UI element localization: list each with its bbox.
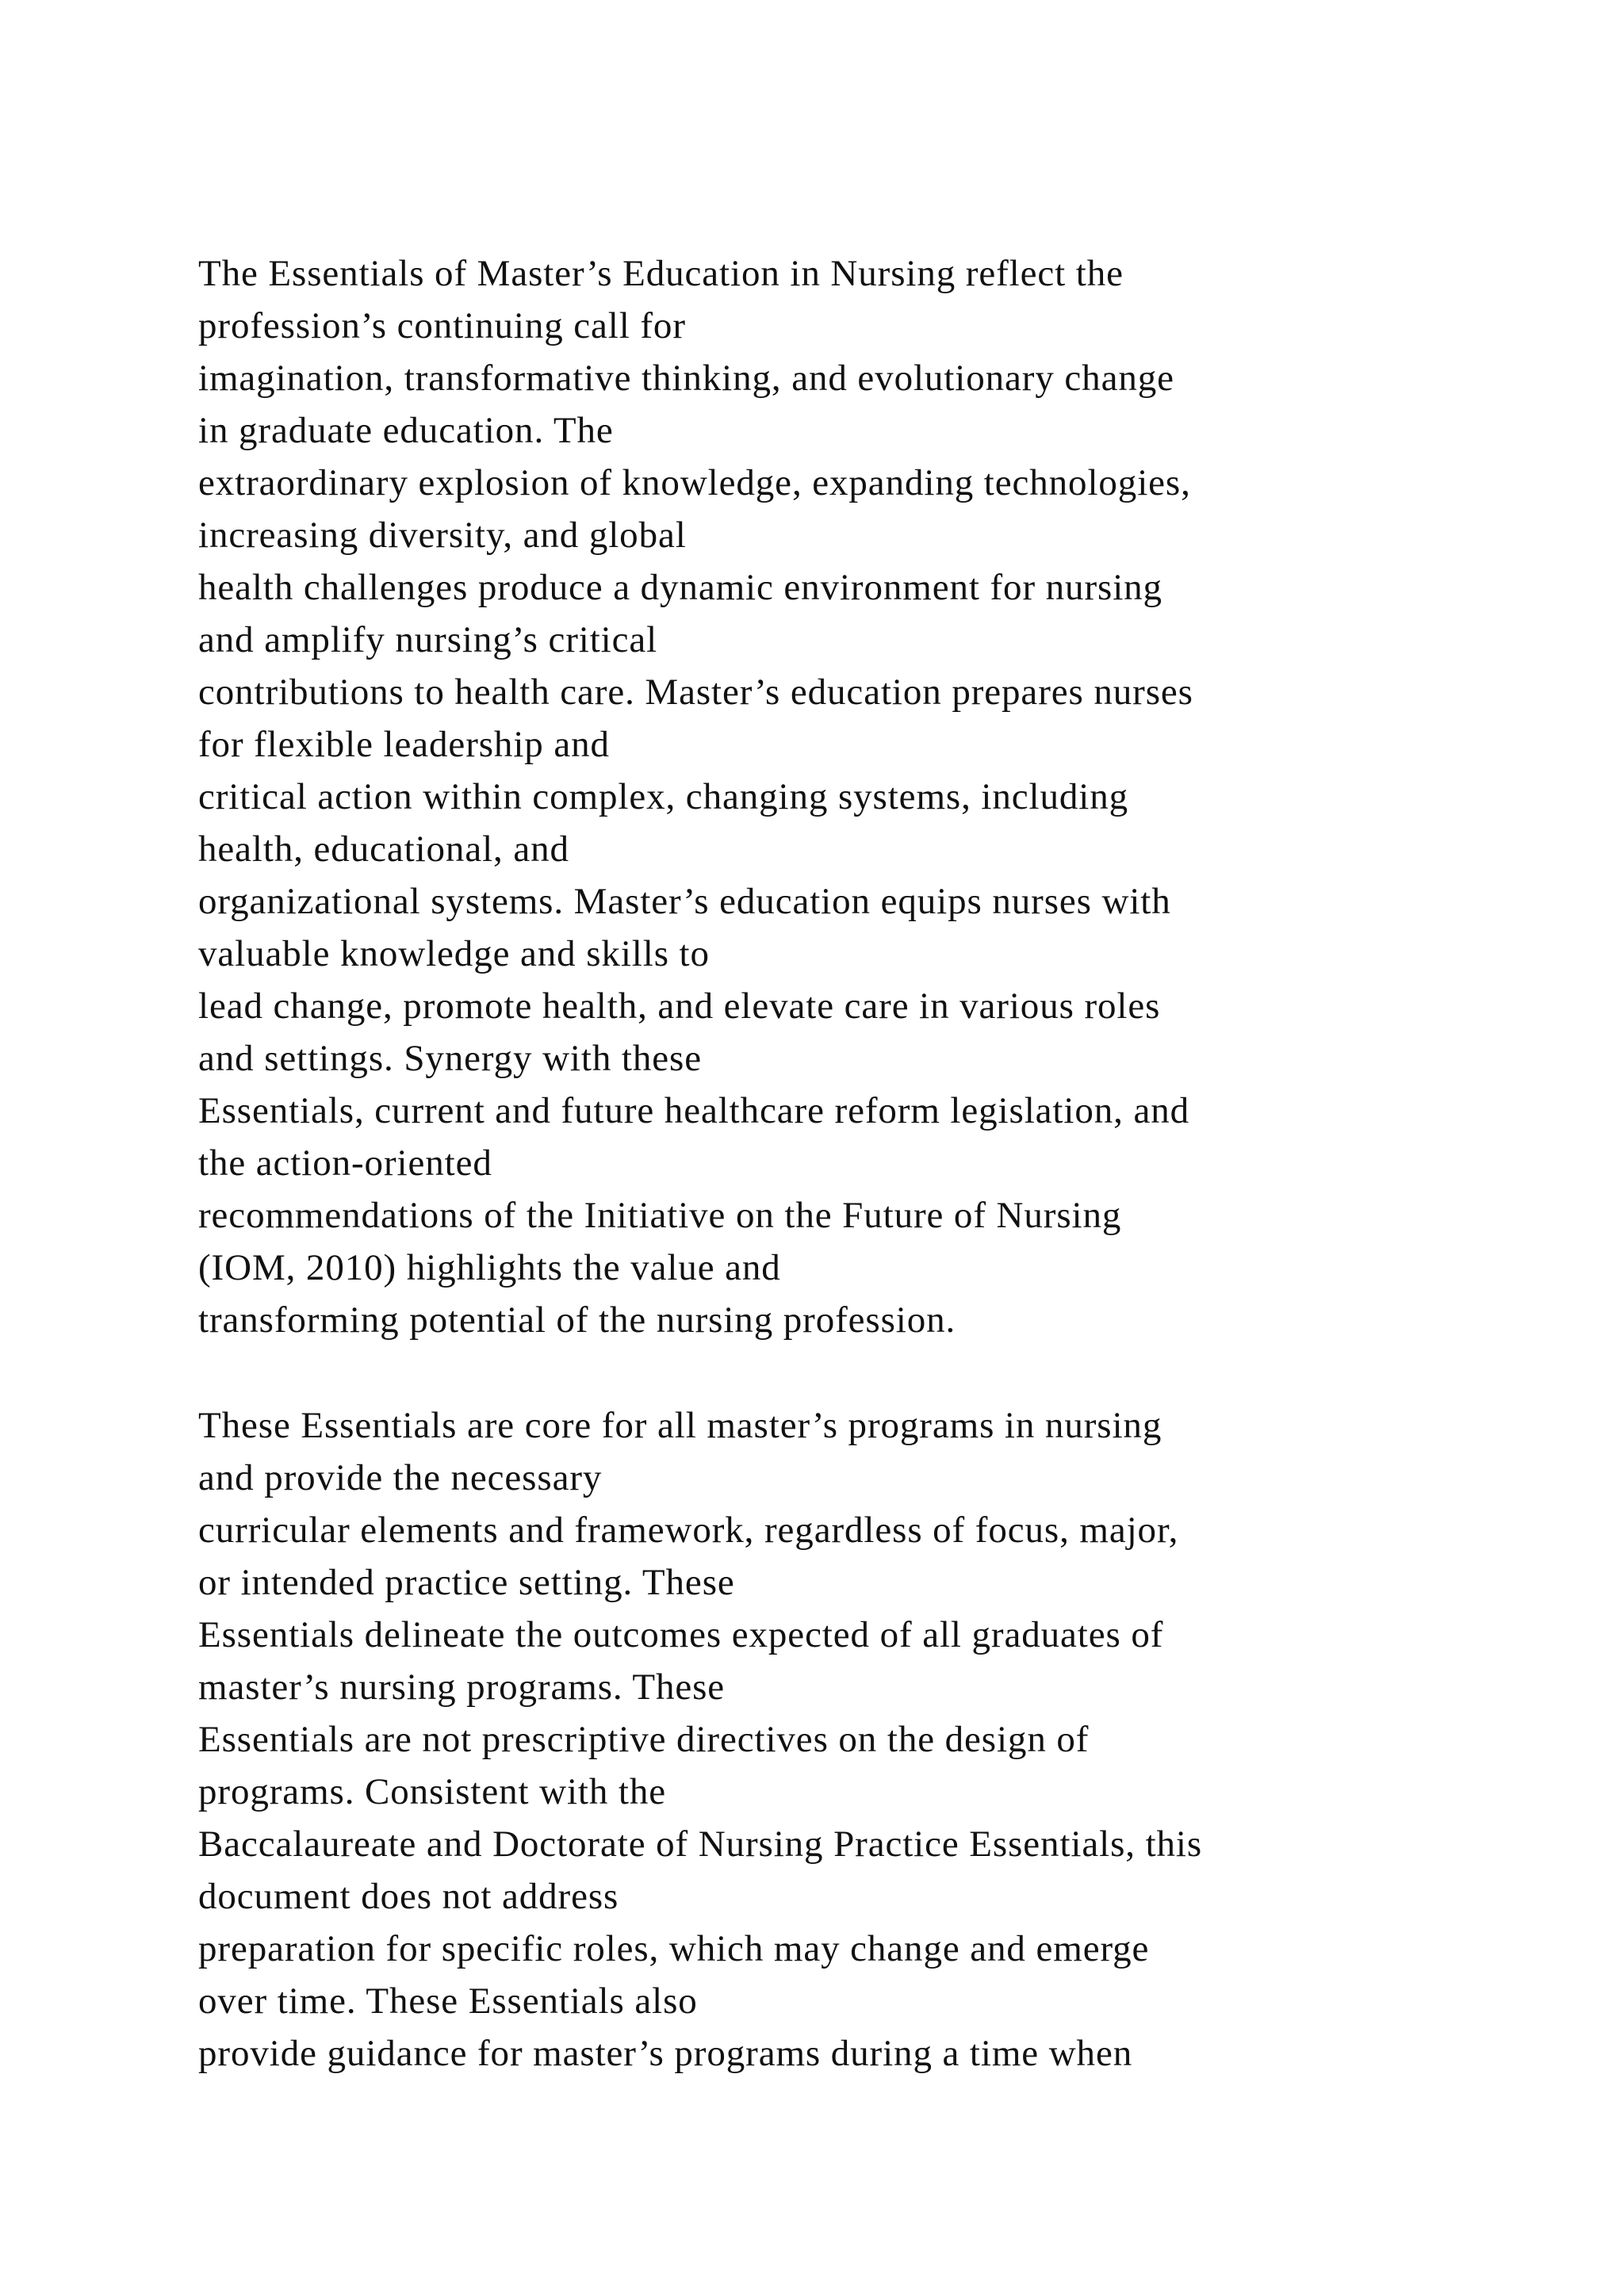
text-line: recommendations of the Initiative on the Future of Nursing: [198, 1195, 1122, 1236]
text-line: The Essentials of Master’s Education in Nursing reflect the: [198, 253, 1124, 294]
text-line: health challenges produce a dynamic environment for nursing: [198, 567, 1162, 608]
text-line: Baccalaureate and Doctorate of Nursing Practice Essentials, this: [198, 1823, 1203, 1865]
paragraph-2: [198, 1399, 1594, 2080]
text-line: contributions to health care. Master’s education prepares nurses: [198, 672, 1193, 713]
text-line: critical action within complex, changing systems, including: [198, 776, 1129, 817]
text-line: profession’s continuing call for: [198, 305, 686, 346]
text-line: and settings. Synergy with these: [198, 1038, 702, 1079]
text-line: master’s nursing programs. These: [198, 1667, 726, 1708]
text-line: (IOM, 2010) highlights the value and: [198, 1247, 781, 1288]
text-line: and amplify nursing’s critical: [198, 619, 658, 660]
text-line: Essentials, current and future healthcare reform legislation, and: [198, 1090, 1190, 1131]
text-line: lead change, promote health, and elevate care in various roles: [198, 985, 1161, 1027]
text-line: organizational systems. Master’s education equips nurses with: [198, 881, 1171, 922]
text-line: and provide the necessary: [198, 1457, 603, 1498]
text-line: valuable knowledge and skills to: [198, 933, 710, 974]
text-line: preparation for specific roles, which may change and emerge: [198, 1928, 1150, 1969]
text-line: over time. These Essentials also: [198, 1980, 698, 2022]
text-line: document does not address: [198, 1876, 619, 1917]
text-line: imagination, transformative thinking, and evolutionary change: [198, 358, 1174, 399]
text-line: extraordinary explosion of knowledge, expanding technologies,: [198, 462, 1191, 503]
text-line: These Essentials are core for all master’s programs in nursing: [198, 1405, 1162, 1446]
text-line: curricular elements and framework, regardless of focus, major,: [198, 1510, 1179, 1551]
text-line: increasing diversity, and global: [198, 515, 687, 556]
text-line: Essentials are not prescriptive directives on the design of: [198, 1719, 1090, 1760]
text-line: in graduate education. The: [198, 410, 614, 451]
text-line: the action-oriented: [198, 1142, 492, 1184]
paragraph-1: [198, 247, 1594, 1346]
text-line: programs. Consistent with the: [198, 1771, 667, 1812]
text-line: or intended practice setting. These: [198, 1562, 735, 1603]
text-line: transforming potential of the nursing profession.: [198, 1299, 956, 1341]
text-line: for flexible leadership and: [198, 724, 610, 765]
text-line: Essentials delineate the outcomes expected of all graduates of: [198, 1614, 1164, 1655]
text-line: provide guidance for master’s programs during a time when: [198, 2033, 1133, 2074]
text-line: health, educational, and: [198, 828, 569, 870]
